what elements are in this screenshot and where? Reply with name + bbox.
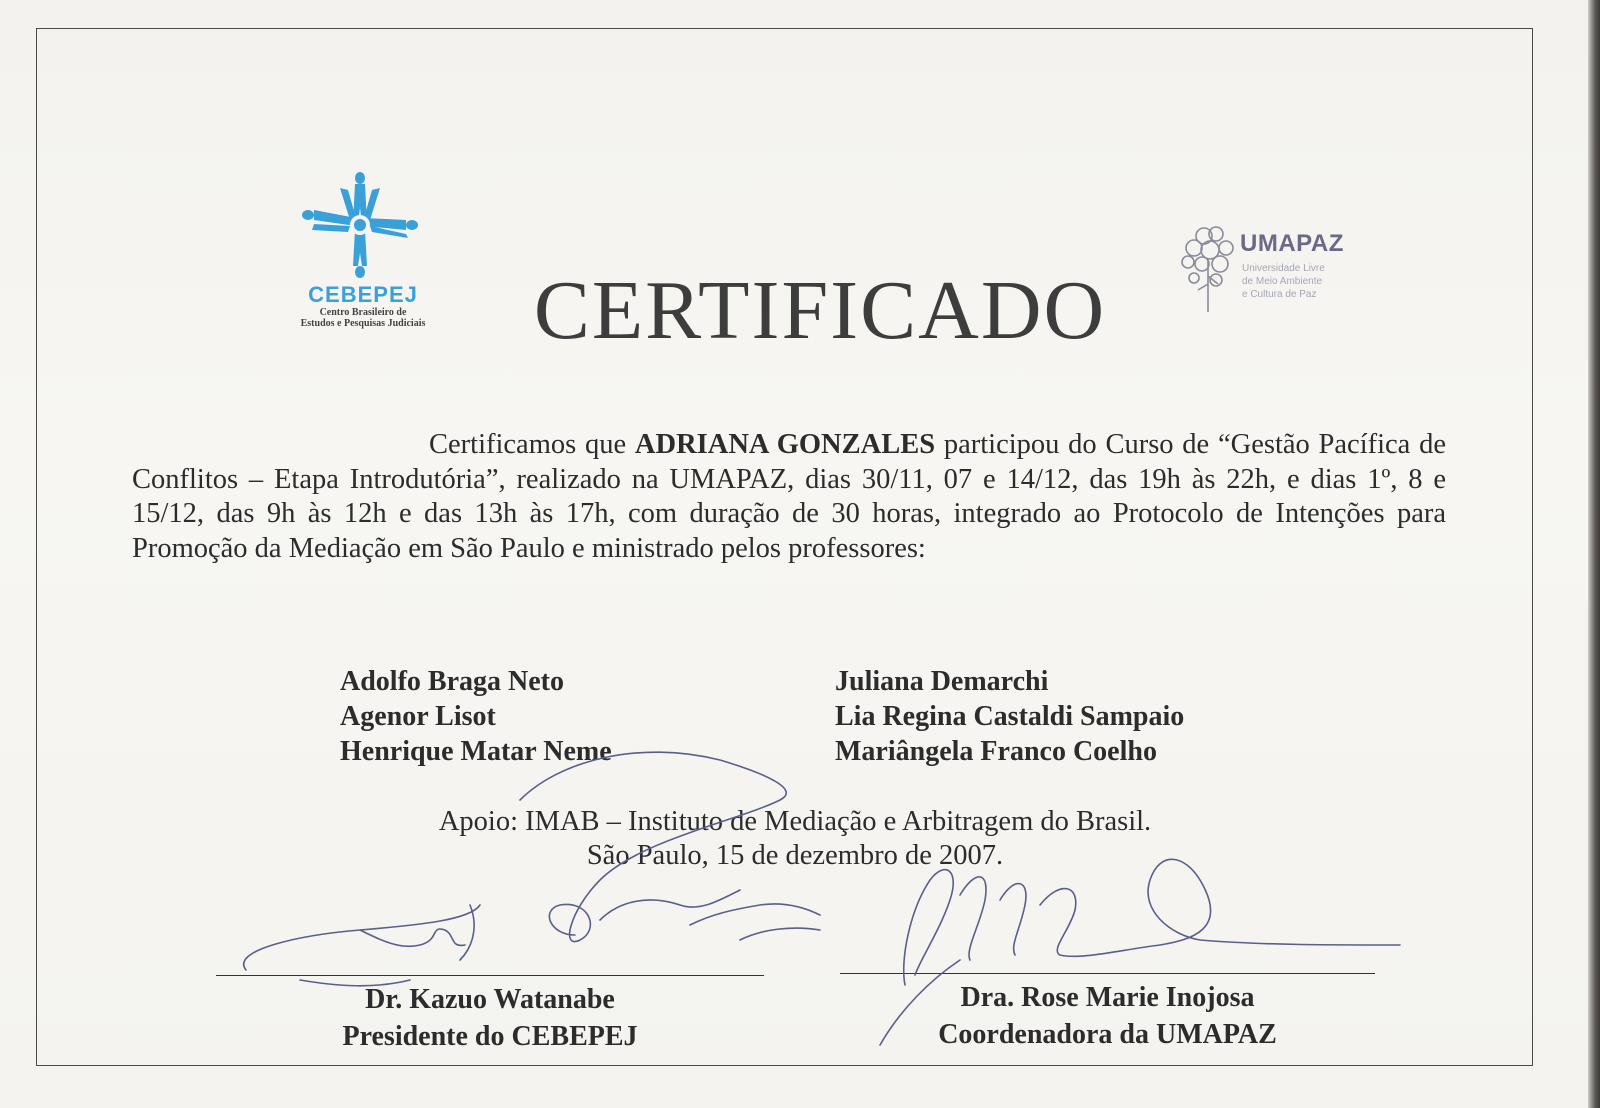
signatory-right-role: Coordenadora da UMAPAZ xyxy=(938,1019,1277,1050)
signatory-right xyxy=(840,979,1375,1053)
support-line: Apoio: IMAB – Instituto de Mediação e Arbitragem do Brasil. xyxy=(438,806,1152,837)
signature-line-right xyxy=(840,973,1375,974)
umapaz-subtitle xyxy=(1242,262,1382,301)
body-text: participou do Curso de “Gestão Pacífica de Conflitos – Etapa Introdutória”, realizado na UMAPAZ, dias 30/11, 07 e 14/12, das 19h às 22h, e dias 1º, 8 e 15/12, das 9h às 12h e das 13h às 17h, com duração de 30 horas, integrado ao Protocolo de Intenções para Promoção da Mediação em São Paulo e ministrado pelos professores: xyxy=(132,429,1446,564)
professors-right-column xyxy=(835,664,1355,769)
professor-name: Juliana Demarchi xyxy=(835,666,1049,697)
signatory-left xyxy=(216,981,764,1055)
signatory-left-role: Presidente do CEBEPEJ xyxy=(342,1021,638,1052)
certificate-body xyxy=(132,428,1446,566)
cebepej-subtitle-line2: Estudos e Pesquisas Judiciais xyxy=(300,318,426,329)
place-date: São Paulo, 15 de dezembro de 2007. xyxy=(586,840,1004,871)
body-intro: Certificamos que xyxy=(429,429,635,460)
paper-edge xyxy=(1588,0,1600,1108)
cebepej-subtitle-line1: Centro Brasileiro de xyxy=(319,307,407,318)
signature-line-left xyxy=(216,975,764,976)
umapaz-subtitle-line2: de Meio Ambiente xyxy=(1242,276,1323,287)
umapaz-subtitle-line3: e Cultura de Paz xyxy=(1242,289,1317,300)
umapaz-name: UMAPAZ xyxy=(1240,230,1344,257)
umapaz-tree-icon xyxy=(1180,224,1240,316)
cebepej-name: CEBEPEJ xyxy=(308,282,418,307)
umapaz-subtitle-line1: Universidade Livre xyxy=(1242,263,1325,274)
professors-left-column xyxy=(340,664,740,769)
signatory-left-name: Dr. Kazuo Watanabe xyxy=(365,984,615,1015)
professor-name: Adolfo Braga Neto xyxy=(340,666,564,697)
professor-name: Lia Regina Castaldi Sampaio xyxy=(835,701,1185,732)
professor-name: Agenor Lisot xyxy=(340,701,496,732)
professor-name: Henrique Matar Neme xyxy=(340,736,612,767)
professor-name: Mariângela Franco Coelho xyxy=(835,736,1157,767)
cebepej-subtitle xyxy=(270,307,456,329)
signatory-right-name: Dra. Rose Marie Inojosa xyxy=(960,982,1255,1013)
participant-name: ADRIANA GONZALES xyxy=(634,429,936,460)
certificate-title: CERTIFICADO xyxy=(533,264,1107,357)
